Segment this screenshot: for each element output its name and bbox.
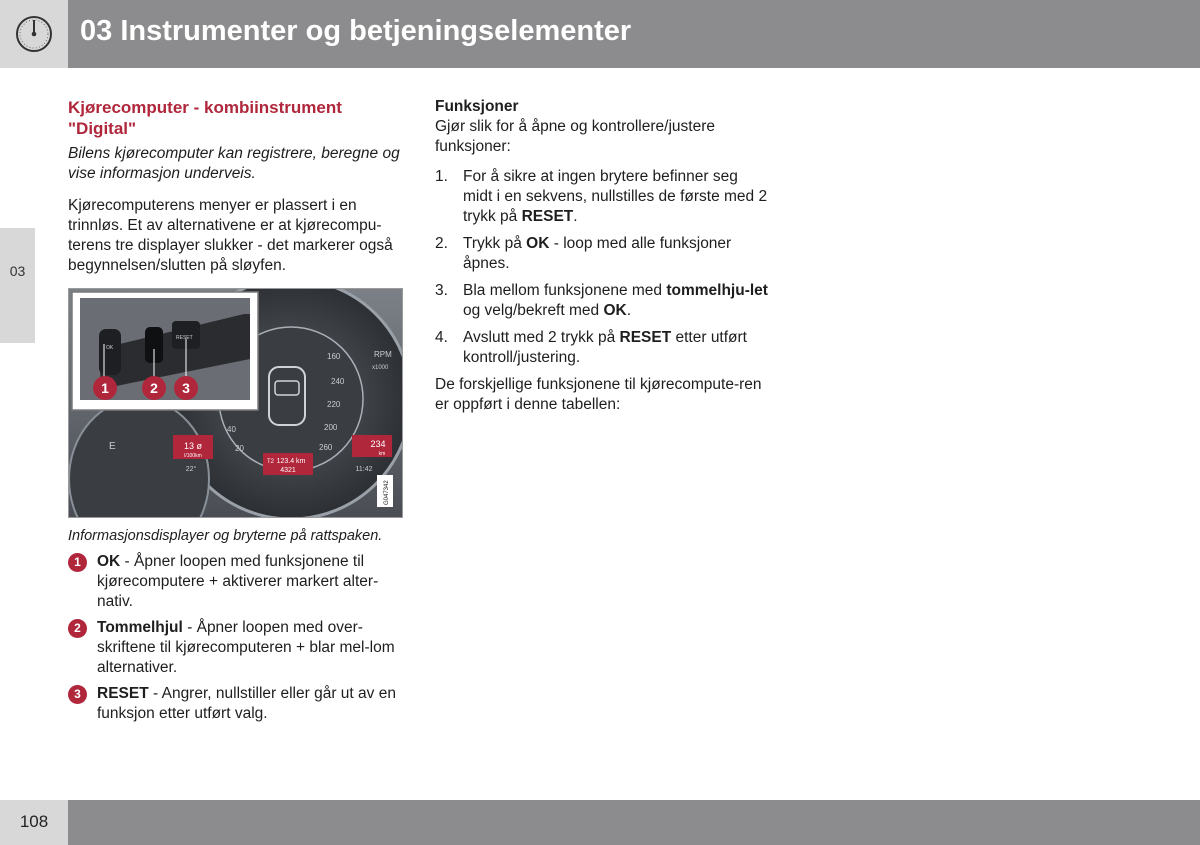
step-text: - loop med alle funksjoner åpnes.	[463, 235, 732, 272]
step-number: 1.	[435, 168, 448, 185]
stalk-reset-label: RESET	[176, 335, 193, 341]
gauge-tick: 240	[331, 377, 345, 386]
step-keyword: RESET	[521, 208, 574, 225]
instrument-illustration	[69, 289, 402, 517]
step-keyword: tommelhju-let	[666, 282, 768, 299]
speedometer-icon	[0, 0, 68, 68]
callout-term: OK	[97, 553, 121, 570]
callout-text: - Angrer, nullstiller eller går ut av en funksjon etter utført valg.	[97, 685, 396, 722]
gauge-tick: 160	[327, 352, 341, 361]
callout-term: RESET	[97, 685, 149, 702]
callout-1: 1	[101, 380, 109, 396]
header-icon-box	[0, 0, 68, 68]
clock-value: 11:42	[355, 466, 373, 473]
callout-2: 2	[150, 380, 158, 396]
step-text: Bla mellom funksjonene med	[463, 282, 667, 299]
callout-item	[68, 552, 403, 612]
temperature-value: 22°	[185, 466, 197, 473]
left-column	[68, 97, 403, 730]
step-text: Avslutt med 2 trykk på	[463, 329, 620, 346]
callout-text: - Åpner loopen med funksjonene til kjørecomputere + aktiverer markert alter-nativ.	[97, 553, 379, 610]
trip-value: 123.4 km	[276, 458, 306, 465]
image-code: G047342	[384, 480, 390, 505]
callout-list	[68, 552, 403, 724]
body-paragraph: Kjørecomputerens menyer er plassert i en trinnløs. Et av alternativene er at kjørecompu-terens tre displayer slukker - det markerer også begynnelsen/slutten på sløyfen.	[68, 197, 393, 274]
range-value: 234	[370, 439, 386, 449]
chapter-side-tab-label: 03	[9, 263, 26, 279]
step-text: etter utført kontroll/justering.	[463, 329, 747, 366]
step-number: 3.	[435, 282, 448, 299]
step-item	[435, 234, 770, 274]
callout-item	[68, 684, 403, 724]
page-number: 108	[19, 812, 49, 831]
step-text: Trykk på	[463, 235, 527, 252]
step-item	[435, 328, 770, 368]
gauge-tick: 260	[319, 443, 333, 452]
chapter-side-tab	[0, 228, 35, 343]
consumption-value: 13 ø	[183, 441, 203, 451]
gauge-tick: 20	[235, 444, 244, 453]
trip-label: T2	[267, 459, 275, 465]
functions-heading: Funksjoner	[435, 98, 519, 115]
step-number: 2.	[435, 235, 448, 252]
step-keyword: OK	[603, 302, 627, 319]
step-text: og velg/bekreft med	[463, 302, 604, 319]
callout-item	[68, 618, 403, 678]
section-heading: Kjørecomputer - kombiinstrument "Digital"	[68, 98, 342, 138]
step-text: .	[626, 302, 632, 319]
steps-list	[435, 167, 770, 368]
step-number: 4.	[435, 329, 448, 346]
range-unit: km	[378, 451, 386, 457]
gauge-tick: x1000	[372, 365, 389, 371]
gauge-tick: 40	[227, 425, 236, 434]
step-item	[435, 281, 770, 321]
instrument-figure	[68, 288, 403, 518]
callout-badge: 3	[68, 685, 87, 704]
stalk-ok-label: OK	[106, 345, 114, 351]
callout-term: Tommelhjul	[97, 619, 183, 636]
callout-badge: 1	[68, 553, 87, 572]
callout-text: - Åpner loopen med over-skriftene til kjørecomputeren + blar mel-lom alternativer.	[97, 619, 395, 676]
right-column	[435, 97, 770, 415]
step-keyword: RESET	[619, 329, 672, 346]
step-item	[435, 167, 770, 227]
functions-closing: De forskjellige funksjonene til kjørecompute-ren er oppført i denne tabellen:	[435, 376, 762, 413]
odometer-value: 4321	[280, 467, 296, 474]
callout-3: 3	[182, 380, 190, 396]
fuel-scale-label: E	[109, 441, 116, 452]
consumption-unit: l/100km	[184, 453, 202, 459]
functions-intro: Gjør slik for å åpne og kontrollere/justere funksjoner:	[435, 118, 715, 155]
figure-caption: Informasjonsdisplayer og bryterne på rattspaken.	[68, 528, 383, 544]
gauge-tick: 200	[324, 423, 338, 432]
chapter-title: 03 Instrumenter og betjeningselementer	[80, 15, 632, 47]
section-intro: Bilens kjørecomputer kan registrere, beregne og vise informasjon underveis.	[68, 145, 400, 182]
callout-badge: 2	[68, 619, 87, 638]
step-keyword: OK	[526, 235, 550, 252]
step-text: For å sikre at ingen brytere befinner seg midt i en sekvens, nullstilles de første med 2 trykk på	[463, 168, 768, 225]
gauge-rpm-label: RPM	[374, 350, 392, 359]
page-footer	[0, 800, 1200, 845]
gauge-tick: 220	[327, 400, 341, 409]
step-text: .	[573, 208, 578, 225]
